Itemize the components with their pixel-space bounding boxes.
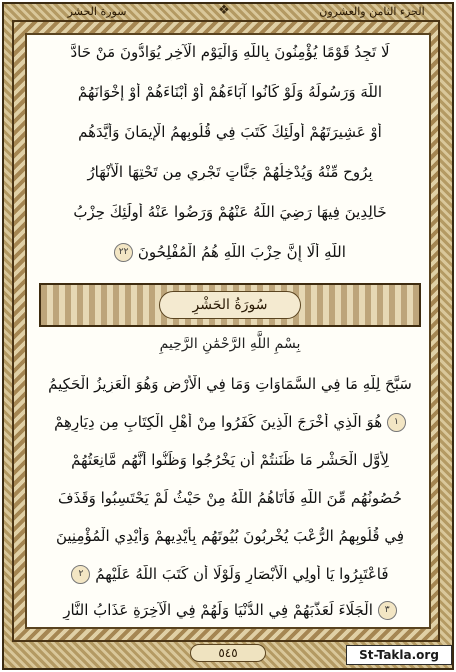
header-ornament-icon: ❖: [218, 3, 230, 18]
verse-line: خَالِدِينَ فِيهَا رَضِيَ اللَّهُ عَنْهُمْ وَرَضُوا عَنْهُ أُولَٰئِكَ حِزْبُ: [73, 203, 387, 221]
verse-text: فَاعْتَبِرُوا يَا أُولِي الْأَبْصَارِ وَلَوْلَا أَن كَتَبَ اللَّهُ عَلَيْهِمُ: [95, 565, 389, 583]
verse-line-with-marker: [27, 565, 433, 584]
verse-line-with-marker: [27, 601, 433, 620]
surah-title: سُورَةُ الحَشْرِ: [159, 291, 301, 319]
verse-text: اللَّهِ أَلَا إِنَّ حِزْبَ اللَّهِ هُمُ الْمُفْلِحُونَ: [137, 243, 346, 261]
verse-line: أَوْ عَشِيرَتَهُمْ أُولَٰئِكَ كَتَبَ فِي قُلُوبِهِمُ الْإِيمَانَ وَأَيَّدَهُم: [78, 123, 382, 141]
quran-page: [25, 33, 431, 629]
verse-line: سَبَّحَ لِلَّهِ مَا فِي السَّمَاوَاتِ وَمَا فِي الْأَرْضِ وَهُوَ الْعَزِيزُ الْحَكِيمُ: [48, 375, 412, 393]
verse-line-with-marker: [27, 413, 433, 432]
verse-line-with-marker: [27, 243, 433, 262]
verse-line: فِي قُلُوبِهِمُ الرُّعْبَ يُخْرِبُونَ بُيُوتَهُم بِأَيْدِيهِمْ وَأَيْدِي الْمُؤْمِنِينَ: [55, 527, 405, 545]
ayah-number-marker: ٢٢: [114, 243, 133, 262]
surah-title-banner: [39, 283, 421, 327]
ayah-number-marker: ١: [387, 413, 406, 432]
verse-text: الْجَلَاءَ لَعَذَّبَهُمْ فِي الدُّنْيَا وَلَهُمْ فِي الْآخِرَةِ عَذَابُ النَّارِ: [63, 601, 373, 619]
watermark-logo: St-Takla.org: [346, 645, 452, 665]
basmala: بِسْمِ اللَّهِ الرَّحْمَٰنِ الرَّحِيمِ: [159, 336, 301, 352]
page-number: ٥٤٥: [190, 644, 266, 662]
surah-name-header: سورة الحشر: [67, 5, 127, 18]
ayah-number-marker: ٢: [71, 565, 90, 584]
verse-line: اللَّهَ وَرَسُولَهُ وَلَوْ كَانُوا آبَاءَهُمْ أَوْ أَبْنَاءَهُمْ أَوْ إِخْوَانَهُمْ: [77, 83, 383, 101]
verse-line: لِأَوَّلِ الْحَشْرِ مَا ظَنَنتُمْ أَن يَخْرُجُوا وَظَنُّوا أَنَّهُم مَّانِعَتُهُمْ: [71, 451, 389, 469]
ayah-number-marker: ٣: [378, 601, 397, 620]
verse-line: حُصُونُهُم مِّنَ اللَّهِ فَأَتَاهُمُ اللَّهُ مِنْ حَيْثُ لَمْ يَحْتَسِبُوا وَقَذَفَ: [58, 489, 402, 507]
verse-text: هُوَ الَّذِي أَخْرَجَ الَّذِينَ كَفَرُوا مِنْ أَهْلِ الْكِتَابِ مِن دِيَارِهِمْ: [54, 413, 383, 431]
verse-line: لَا تَجِدُ قَوْمًا يُؤْمِنُونَ بِاللَّهِ وَالْيَوْمِ الْآخِرِ يُوَادُّونَ مَنْ حَادَّ: [70, 43, 390, 61]
juz-label: الجزء الثامن والعشرون: [319, 5, 425, 18]
verse-line: بِرُوحٍ مِّنْهُ وَيُدْخِلُهُمْ جَنَّاتٍ تَجْرِي مِن تَحْتِهَا الْأَنْهَارُ: [87, 163, 373, 181]
